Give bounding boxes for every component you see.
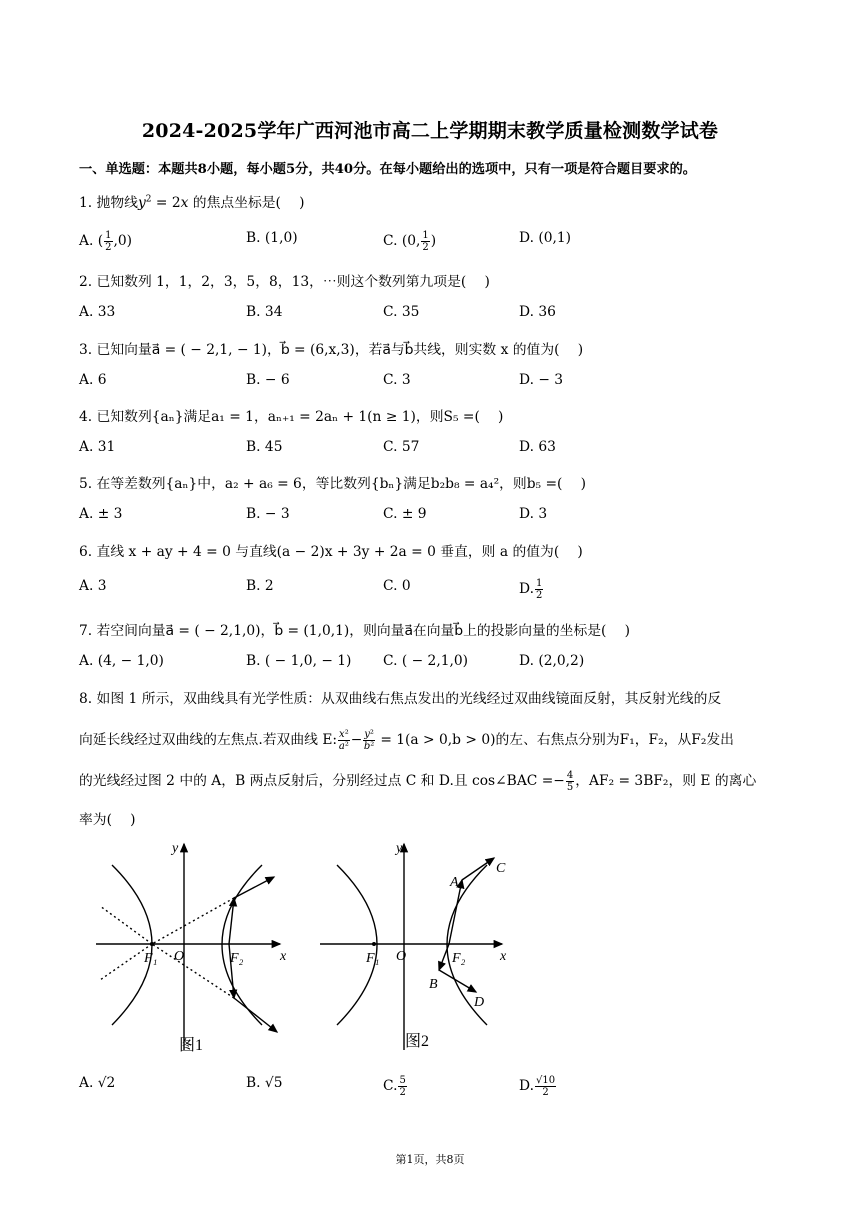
option-c[interactable]: C. 3 [383, 372, 411, 388]
question-8-options [79, 1075, 779, 1098]
option-a[interactable]: A. 6 [79, 372, 107, 388]
fig2-y-label: y [396, 841, 403, 856]
page-footer: 第1页，共8页 [395, 1153, 465, 1166]
option-a[interactable]: A. √2 [79, 1075, 116, 1091]
fig2-f2-label: F₂ [452, 951, 466, 966]
fig1-x-label: x [280, 949, 287, 964]
option-a[interactable]: A. ( $\frac{1}{2}$ ,0) [79, 230, 133, 253]
option-d[interactable]: D. $\frac{1}{2}$ [519, 578, 543, 601]
option-c[interactable]: C. $\frac{5}{2}$ [383, 1075, 406, 1098]
option-c[interactable]: C. ( − 2,1,0) [383, 653, 469, 669]
option-d[interactable]: D. 3 [519, 506, 548, 522]
fig2-d-label: D [474, 995, 485, 1010]
option-a[interactable]: A. (4, − 1,0) [79, 653, 164, 669]
option-d[interactable]: D. 36 [519, 304, 556, 320]
figure-1-caption: 图1 [179, 1037, 204, 1054]
question-2: 2. 已知数列 1，1，2，3，5，8，13，⋯则这个数列第九项是( ) [79, 274, 490, 290]
option-b[interactable]: B. (1,0) [246, 230, 298, 246]
page-title: 2024-2025学年广西河池市高二上学期期末教学质量检测数学试卷 [141, 120, 719, 142]
option-b[interactable]: B. − 6 [246, 372, 290, 388]
question-2-options [79, 304, 779, 324]
question-8-line-2: 向延长线经过双曲线的左焦点.若双曲线 E: $\frac{\text{x²}}{\text{a²}}$ − $\frac{\text{y²}}{\text{b²}}$ = 1(a > 0,b > 0)的左、右焦点分别为F₁，F₂，从F₂发出 [79, 729, 734, 752]
fig1-o-label: O [174, 949, 185, 964]
question-8-line-4: 率为( ) [79, 812, 136, 828]
question-7: 7. 若空间向量a⃗ = ( − 2,1,0)，b⃗ = (1,0,1)，则向量a⃗在向量b⃗上的投影向量的坐标是( ) [79, 623, 630, 639]
option-d[interactable]: D. (2,0,2) [519, 653, 585, 669]
option-d[interactable]: D. − 3 [519, 372, 564, 388]
fig2-x-label: x [500, 949, 507, 964]
option-c[interactable]: C. 57 [383, 439, 420, 455]
option-b[interactable]: B. 45 [246, 439, 283, 455]
hyperbola-figures [92, 840, 532, 1065]
question-6: 6. 直线 x + ay + 4 = 0 与直线(a − 2)x + 3y + 2a = 0 垂直，则 a 的值为( ) [79, 544, 583, 560]
option-c[interactable]: C. 35 [383, 304, 420, 320]
question-1-options [79, 230, 779, 253]
fig2-a-label: A [450, 875, 459, 890]
question-4-options [79, 439, 779, 459]
question-7-options [79, 653, 779, 673]
fig2-o-label: O [396, 949, 407, 964]
option-d[interactable]: D. 63 [519, 439, 556, 455]
option-b[interactable]: B. 2 [246, 578, 274, 594]
option-d[interactable]: D. (0,1) [519, 230, 572, 246]
option-c[interactable]: C. (0, $\frac{1}{2}$ ) [383, 230, 437, 253]
fig2-c-label: C [496, 861, 506, 876]
option-d[interactable]: D. $\frac{√10}{2}$ [519, 1075, 556, 1098]
section-heading: 一、单选题：本题共8小题，每小题5分，共40分。在每小题给出的选项中，只有一项是符合题目要求的。 [79, 162, 696, 177]
question-8-line-3: 的光线经过图 2 中的 A，B 两点反射后，分别经过点 C 和 D.且 cos∠BAC =− $\frac{4}{5}$ ，AF₂ = 3BF₂，则 E 的离心 [79, 770, 757, 793]
question-8-line-1: 8. 如图 1 所示，双曲线具有光学性质：从双曲线右焦点发出的光线经过双曲线镜面反射，其反射光线的反 [79, 691, 722, 707]
figure-1 [96, 844, 280, 1050]
option-a[interactable]: A. ± 3 [79, 506, 123, 522]
option-b[interactable]: B. ( − 1,0, − 1) [246, 653, 352, 669]
option-a[interactable]: A. 33 [79, 304, 116, 320]
option-b[interactable]: B. 34 [246, 304, 283, 320]
question-3-options [79, 372, 779, 392]
fig1-f2-label: F₂ [230, 951, 244, 966]
figure-2 [320, 844, 502, 1050]
question-5-options [79, 506, 779, 526]
question-4: 4. 已知数列{aₙ}满足a₁ = 1，aₙ₊₁ = 2aₙ + 1(n ≥ 1)，则S₅ =( ) [79, 409, 504, 425]
option-a[interactable]: A. 3 [79, 578, 107, 594]
question-3: 3. 已知向量a⃗ = ( − 2,1, − 1)，b⃗ = (6,x,3)，若a⃗与b⃗共线，则实数 x 的值为( ) [79, 342, 584, 358]
option-c[interactable]: C. ± 9 [383, 506, 427, 522]
fig2-f1-label: F₁ [366, 951, 380, 966]
question-5: 5. 在等差数列{aₙ}中，a₂ + a₆ = 6，等比数列{bₙ}满足b₂b₈ = a₄²，则b₅ =( ) [79, 476, 586, 492]
option-b[interactable]: B. − 3 [246, 506, 290, 522]
question-1: 1. 抛物线$y^2 = 2x$ 的焦点坐标是( ) [79, 194, 305, 211]
figure-2-caption: 图2 [405, 1033, 430, 1050]
fig1-f1-label: F₁ [144, 951, 158, 966]
option-c[interactable]: C. 0 [383, 578, 411, 594]
option-a[interactable]: A. 31 [79, 439, 116, 455]
fig1-y-label: y [172, 841, 179, 856]
option-b[interactable]: B. √5 [246, 1075, 283, 1091]
question-6-options [79, 578, 779, 601]
fig2-b-label: B [429, 977, 438, 992]
